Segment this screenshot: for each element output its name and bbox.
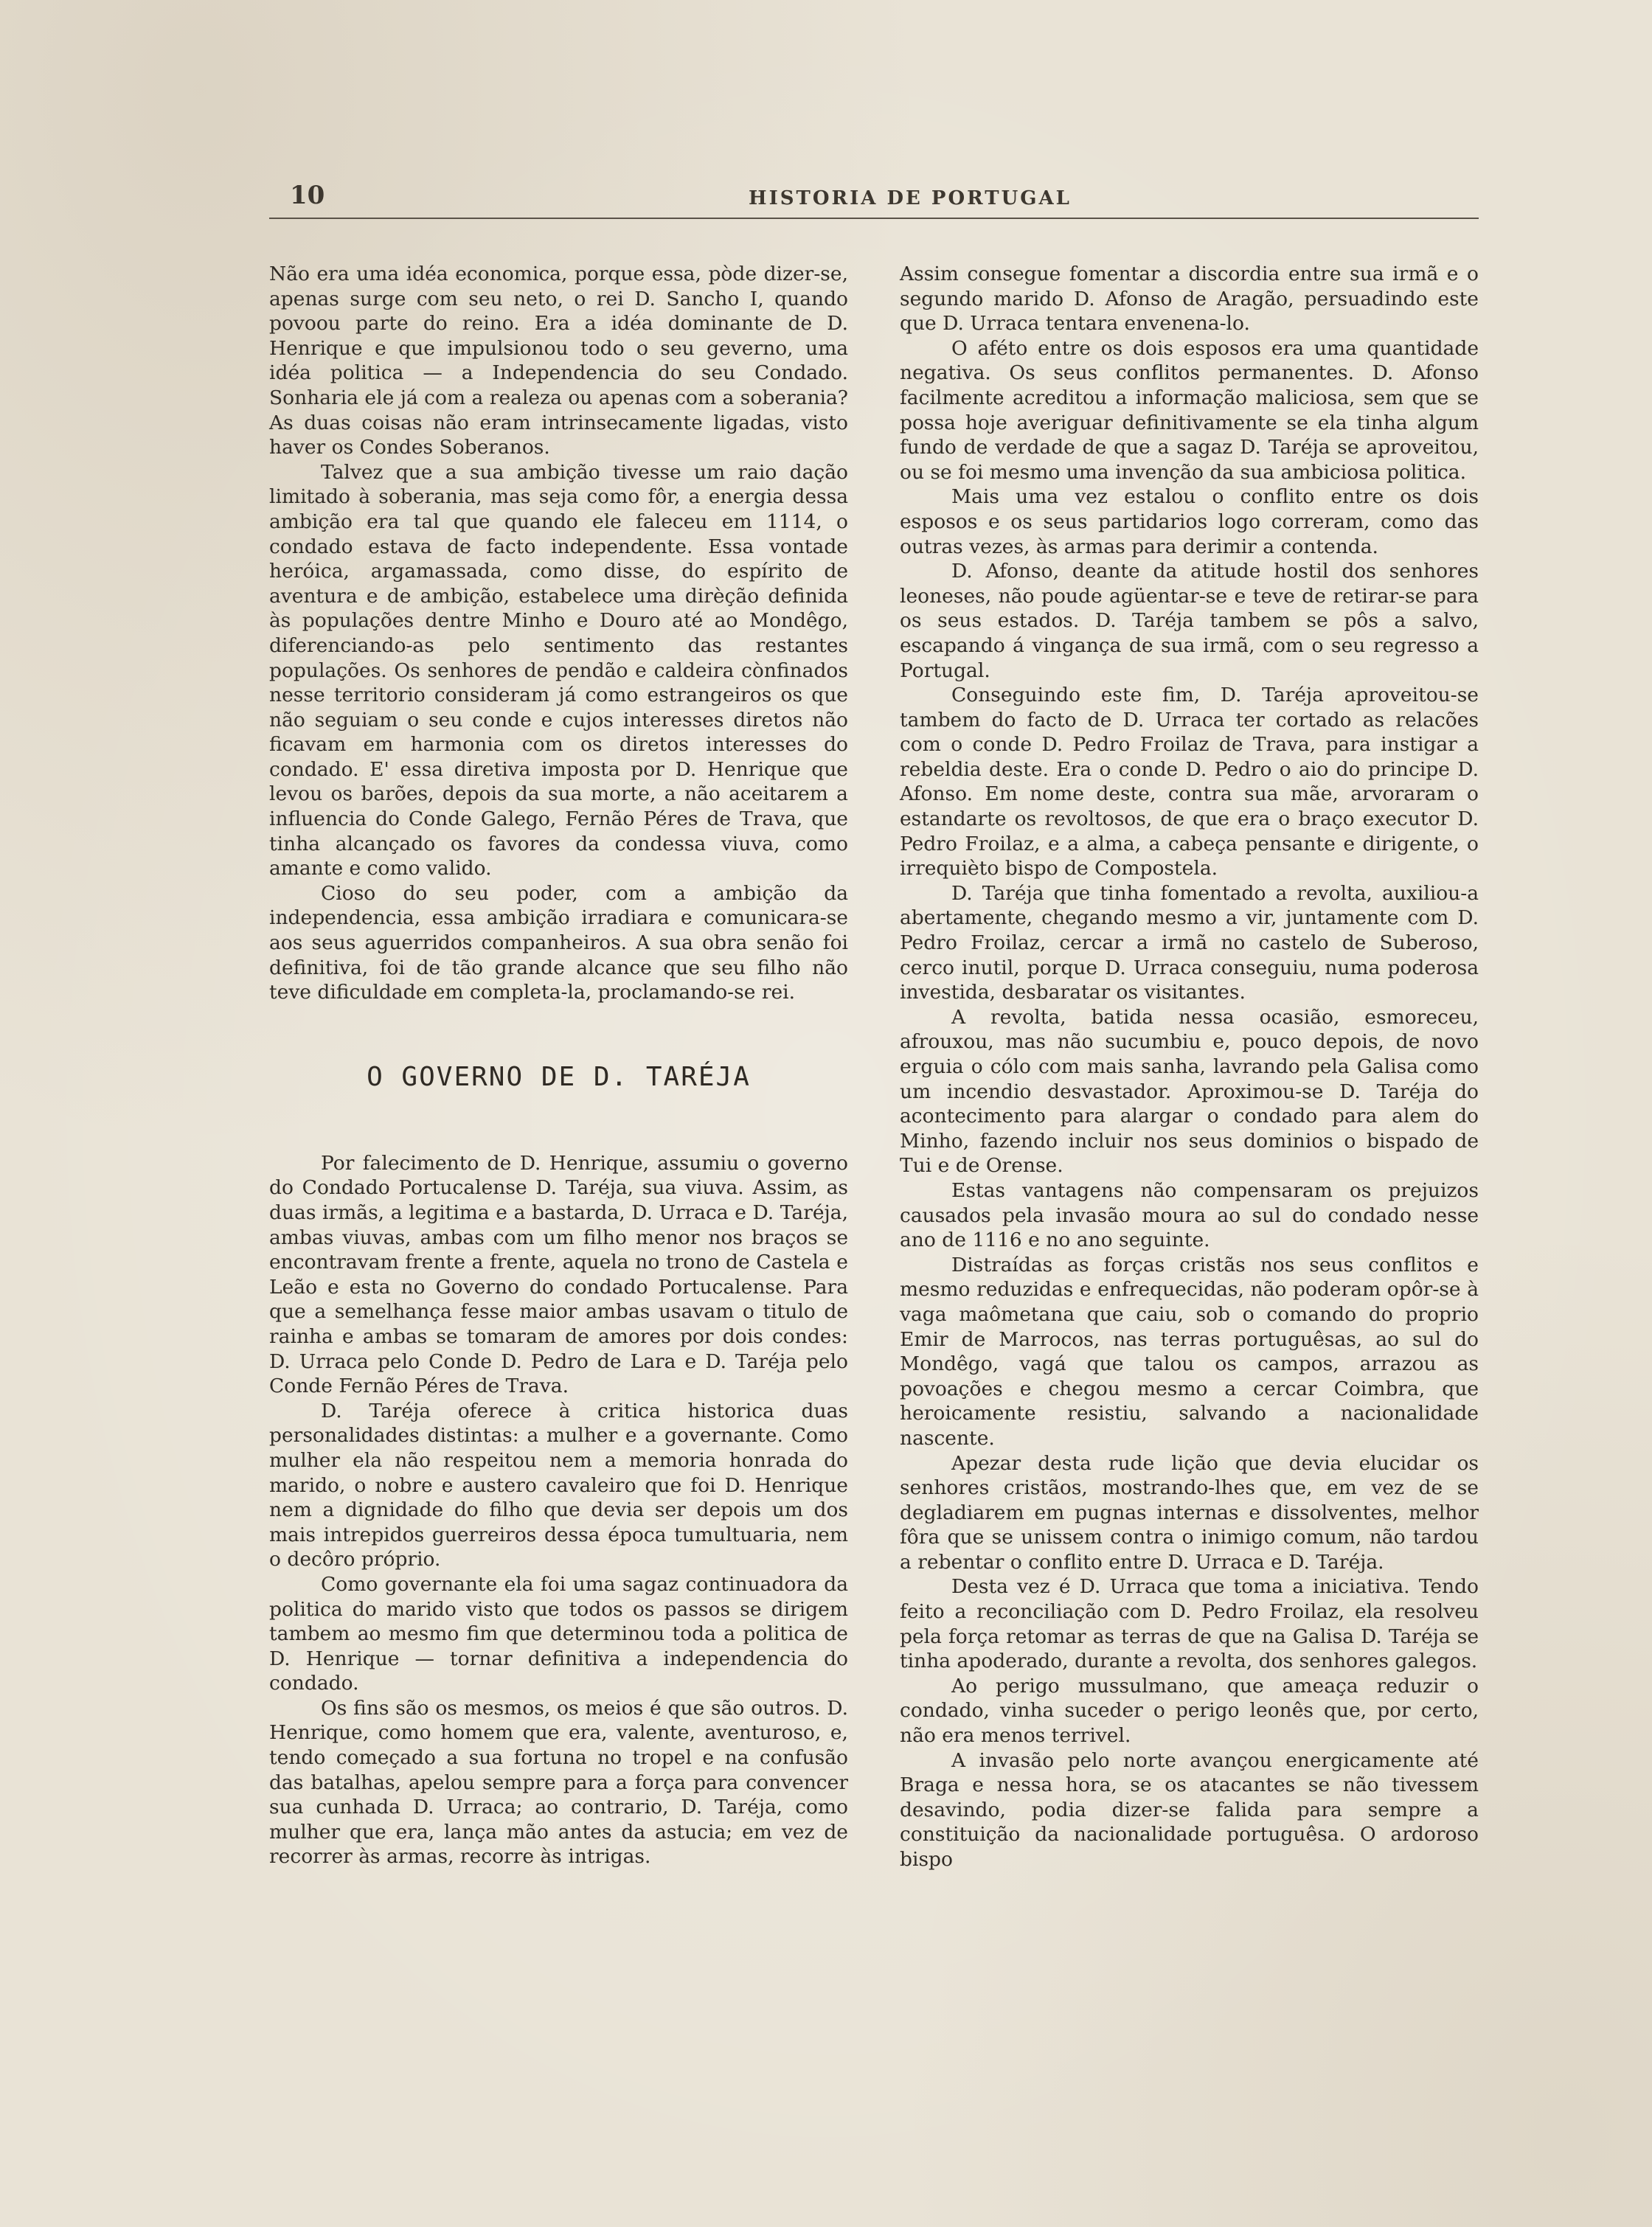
paragraph: Apezar desta rude lição que devia elucidar os senhores cristãos, mostrando-lhes que, em vez de se degladiarem em pugnas internas e dissolventes, melhor fôra que se unissem contra o inimigo comum, não tardou a rebentar o conflito entre D. Urraca e D. Taréja. <box>900 1451 1479 1574</box>
right-column <box>900 262 1479 1872</box>
paragraph: A invasão pelo norte avançou energicamente até Braga e nessa hora, se os atacantes se não tivessem desavindo, podia dizer-se falida para sempre a constituição da nacionalidade portuguêsa. O ardoroso bispo <box>900 1748 1479 1871</box>
paragraph: Ao perigo mussulmano, que ameaça reduzir o condado, vinha suceder o perigo leonês que, por certo, não era menos terrivel. <box>900 1674 1479 1748</box>
left-column <box>269 262 848 1869</box>
running-title: HISTORIA DE PORTUGAL <box>749 187 1072 209</box>
paragraph: D. Taréja que tinha fomentado a revolta, auxiliou-a abertamente, chegando mesmo a vir, juntamente com D. Pedro Froilaz, cercar a irmã no castelo de Suberoso, cerco inutil, porque D. Urraca conseguiu, numa poderosa investida, desbaratar os visitantes. <box>900 881 1479 1004</box>
paragraph: Assim consegue fomentar a discordia entre sua irmã e o segundo marido D. Afonso de Aragão, persuadindo este que D. Urraca tentara envenena-lo. <box>900 263 1479 336</box>
paragraph: Talvez que a sua ambição tivesse um raio dação limitado à soberania, mas seja como fôr, a energia dessa ambição era tal que quando ele faleceu em 1114, o condado estava de facto independente. Essa vontade heróica, argamassada, como disse, do espírito de aventura e de ambição, estabelece uma dirèção definida às populações dentre Minho e Douro até ao Mondêgo, diferenciando-as pelo sentimento das restantes populações. Os senhores de pendão e caldeira cònfinados nesse territorio consideram já como estrangeiros os que não seguiam o seu conde e cujos interesses diretos não ficavam em harmonia com os diretos interesses do condado. E' essa diretiva imposta por D. Henrique que levou os barões, depois da sua morte, a não aceitarem a influencia do Conde Galego, Fernão Péres de Trava, que tinha alcançado os favores da condessa viuva, como amante e como valido. <box>269 460 848 880</box>
paragraph: Distraídas as forças cristãs nos seus conflitos e mesmo reduzidas e enfrequecidas, não poderam opôr-se à vaga maômetana que caiu, sob o comando do proprio Emir de Marrocos, nas terras portuguêsas, ao sul do Mondêgo, vagá que talou os campos, arrazou as povoações e chegou mesmo a cercar Coimbra, que heroicamente resistiu, salvando a nacionalidade nascente. <box>900 1253 1479 1450</box>
paragraph: Por falecimento de D. Henrique, assumiu o governo do Condado Portucalense D. Taréja, sua viuva. Assim, as duas irmãs, a legitima e a bastarda, D. Urraca e D. Taréja, ambas viuvas, ambas com um filho menor nos braços se encontravam frente a frente, aquela no trono de Castela e Leão e esta no Governo do condado Portucalense. Para que a semelhança fesse maior ambas usavam o titulo de rainha e ambas se tomaram de amores por dois condes: D. Urraca pelo Conde D. Pedro de Lara e D. Taréja pelo Conde Fernão Péres de Trava. <box>269 1151 848 1398</box>
paragraph: D. Afonso, deante da atitude hostil dos senhores leoneses, não poude agüentar-se e teve de retirar-se para os seus estados. D. Taréja tambem se pôs a salvo, escapando á vingança de sua irmã, com o seu regresso a Portugal. <box>900 560 1479 682</box>
paragraph: D. Taréja oferece à critica historica duas personalidades distintas: a mulher e a governante. Como mulher ela não respeitou nem a memoria honrada do marido, o nobre e austero cavaleiro que foi D. Henrique nem a dignidade do filho que devia ser depois um dos mais intrepidos guerreiros dessa época tumultuaria, nem o decôro próprio. <box>269 1399 848 1571</box>
section-title: O GOVERNO DE D. TARÉJA <box>367 1061 751 1092</box>
paragraph: Conseguindo este fim, D. Taréja aproveitou-se tambem do facto de D. Urraca ter cortado as relacões com o conde D. Pedro Froilaz de Trava, para instigar a rebeldia deste. Era o conde D. Pedro o aio do principe D. Afonso. Em nome deste, contra sua mãe, arvoraram o estandarte os revoltosos, de que era o braço executor D. Pedro Froilaz, e a alma, a cabeça pensante e dirigente, o irrequièto bispo de Compostela. <box>900 684 1479 880</box>
paragraph: Cioso do seu poder, com a ambição da independencia, essa ambição irradiara e comunicara-se aos seus aguerridos companheiros. A sua obra senão foi definitiva, foi de tão grande alcance que seu filho não teve dificuldade em completa-la, proclamando-se rei. <box>269 881 848 1004</box>
paragraph: A revolta, batida nessa ocasião, esmoreceu, afrouxou, mas não sucumbiu e, pouco depois, de novo erguia o cólo com mais sanha, lavrando pela Galisa como um incendio desvastador. Aproximou-se D. Taréja do acontecimento para alargar o condado para alem do Minho, fazendo incluir nos seus dominios o bispado de Tui e de Orense. <box>900 1005 1479 1178</box>
paragraph: Os fins são os mesmos, os meios é que são outros. D. Henrique, como homem que era, valente, aventuroso, e, tendo começado a sua fortuna no tropel e na confusão das batalhas, apelou sempre para a força para convencer sua cunhada D. Urraca; ao contrario, D. Taréja, como mulher que era, lança mão antes da astucia; em vez de recorrer às armas, recorre às intrigas. <box>269 1696 848 1869</box>
paragraph: Como governante ela foi uma sagaz continuadora da politica do marido visto que todos os passos se dirigem tambem ao mesmo fim que determinou toda a politica de D. Henrique — tornar definitiva a independencia do condado. <box>269 1572 848 1695</box>
paragraph: Mais uma vez estalou o conflito entre os dois esposos e os seus partidarios logo correram, como das outras vezes, às armas para derimir a contenda. <box>900 485 1479 558</box>
paragraph: O aféto entre os dois esposos era uma quantidade negativa. Os seus conflitos permanentes. D. Afonso facilmente acreditou a informação maliciosa, sem que se possa hoje averiguar definitivamente se ela tinha algum fundo de verdade de que a sagaz D. Taréja se aproveitou, ou se foi mesmo uma invenção da sua ambiciosa politica. <box>900 336 1479 484</box>
paragraph: Estas vantagens não compensaram os prejuizos causados pela invasão moura ao sul do condado nesse ano de 1116 e no ano seguinte. <box>900 1178 1479 1252</box>
paragraph: Desta vez é D. Urraca que toma a iniciativa. Tendo feito a reconciliação com D. Pedro Froilaz, ela resolveu pela força retomar as terras de que na Galisa D. Taréja se tinha apoderado, durante a revolta, dos senhores galegos. <box>900 1575 1479 1673</box>
page-header <box>269 181 1479 219</box>
paragraph: Não era uma idéa economica, porque essa, pòde dizer-se, apenas surge com seu neto, o rei D. Sancho I, quando povoou parte do reino. Era a idéa dominante de D. Henrique e que impulsionou todo o seu geverno, uma idéa politica — a Independencia do seu Condado. Sonharia ele já com a realeza ou apenas com a soberania? As duas coisas não eram intrinsecamente ligadas, visto haver os Condes Soberanos. <box>269 263 848 459</box>
page-number: 10 <box>290 181 325 210</box>
